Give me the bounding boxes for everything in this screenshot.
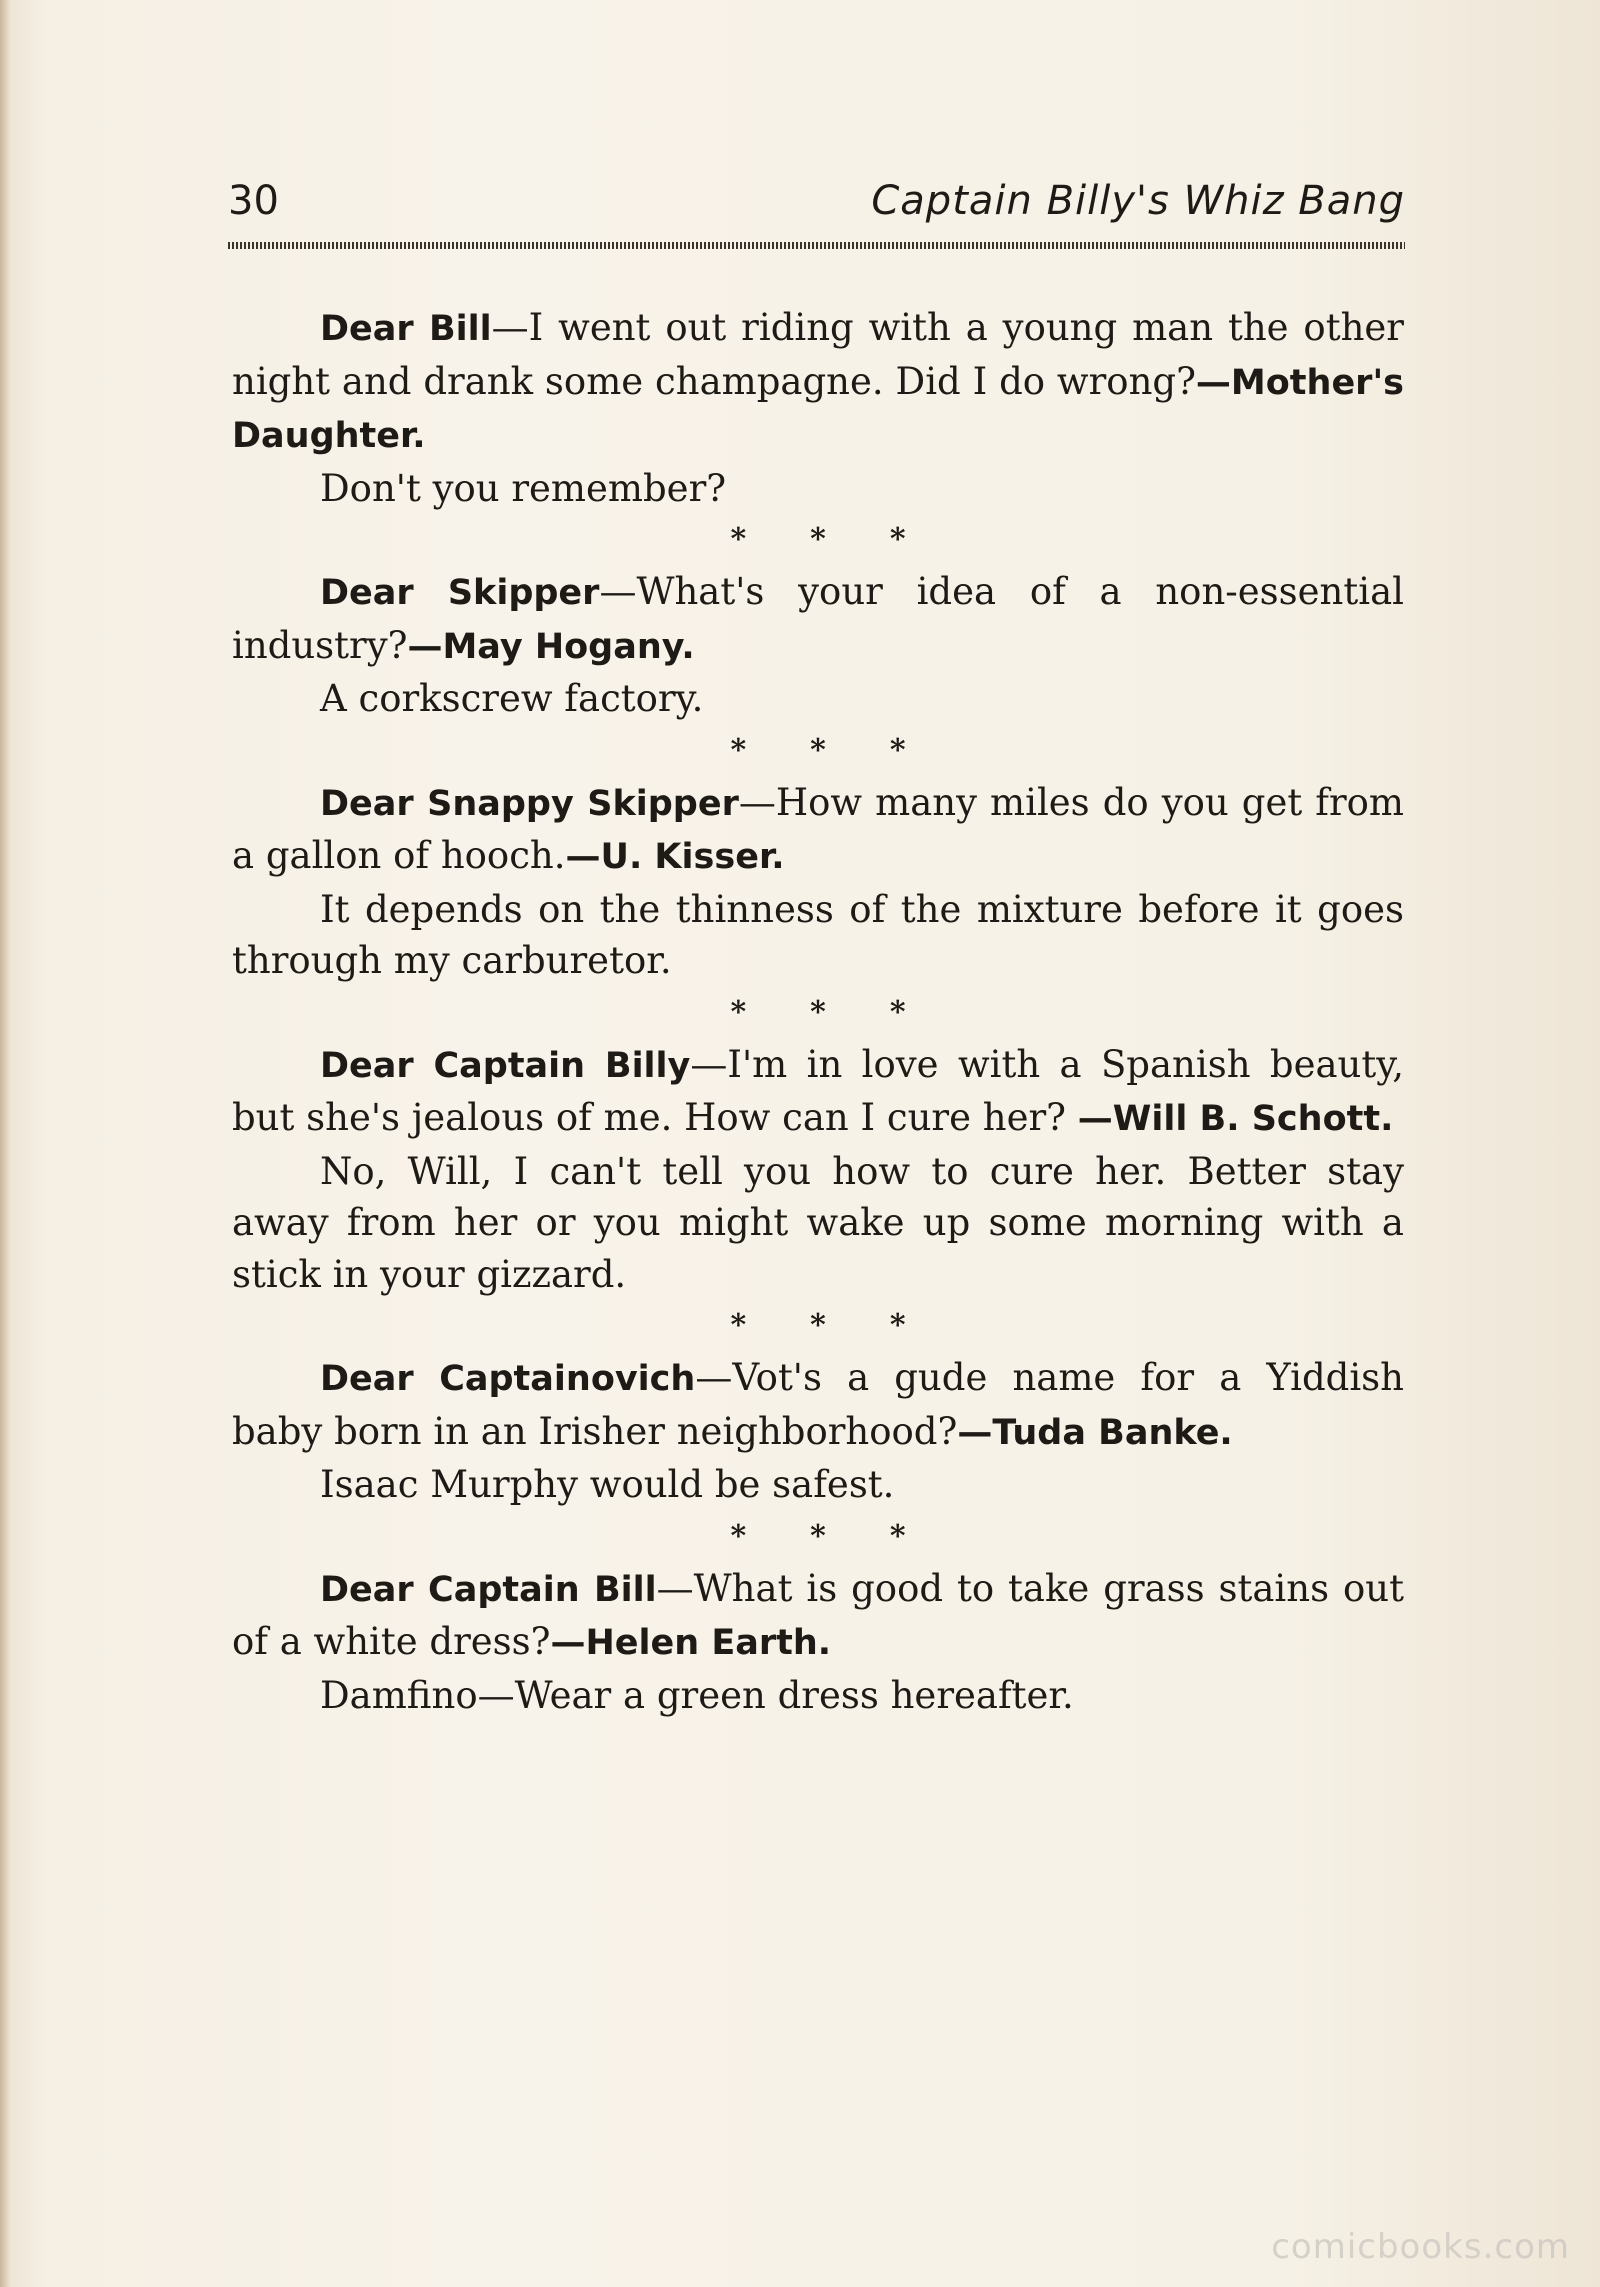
page-edge (0, 0, 10, 2287)
letter-question (232, 566, 1404, 673)
letter-answer: A corkscrew factory. (320, 677, 704, 720)
question-text: —Vot's a gude name for a Yiddish baby born in an Irisher neighborhood? (232, 1356, 1404, 1453)
separator: * * * (730, 732, 906, 768)
letter-question (232, 1563, 1404, 1670)
signature: —May Hogany. (407, 626, 695, 667)
letter-question (232, 1352, 1404, 1459)
signature: —U. Kisser. (565, 837, 785, 877)
separator: * * * (730, 994, 906, 1030)
salutation: Dear Captain Billy (320, 1045, 691, 1086)
running-title: Captain Billy's Whiz Bang (871, 178, 1405, 224)
separator: * * * (730, 1518, 906, 1554)
salutation: Dear Captain Bill (320, 1569, 657, 1610)
signature: —Will B. Schott. (1077, 1099, 1394, 1139)
letter-answer: Don't you remember? (320, 466, 727, 510)
question-text: —How many miles do you get from a gallon of hooch. (232, 780, 1404, 877)
separator: * * * (730, 1308, 906, 1343)
salutation: Dear Skipper (320, 573, 600, 613)
letter-entry (232, 302, 1404, 514)
salutation: Dear Snappy Skipper (320, 783, 739, 824)
salutation: Dear Bill (320, 309, 492, 349)
letter-entry (232, 1352, 1404, 1511)
letter-answer: Damfino—Wear a green dress hereafter. (320, 1673, 1074, 1717)
letter-entry (232, 1039, 1404, 1301)
question-text: —What's your idea of a non-essential industry? (232, 570, 1404, 667)
page-number: 30 (228, 178, 279, 224)
separator: * * * (730, 522, 906, 557)
watermark: comicbooks.com (1271, 2227, 1570, 2267)
signature: —Helen Earth. (550, 1623, 832, 1663)
letter-answer: No, Will, I can't tell you how to cure her. Better stay away from her or you might wake up some morning with a stick in your gizzard. (232, 1149, 1404, 1296)
question-text: —I'm in love with a Spanish beauty, but she's jealous of me. How can I cure her? (232, 1042, 1404, 1139)
letter-answer: It depends on the thinness of the mixture before it goes through my carburetor. (232, 887, 1404, 982)
question-text: —I went out riding with a young man the other night and drank some champagne. Did I do wrong? (232, 306, 1404, 403)
letter-entry (232, 566, 1404, 725)
letter-question (232, 302, 1404, 463)
signature: —Tuda Banke. (957, 1412, 1233, 1453)
question-text: —What is good to take grass stains out of a white dress? (232, 1566, 1404, 1663)
letter-question (232, 1039, 1404, 1146)
header-rule (228, 242, 1405, 249)
letter-entry (232, 1563, 1404, 1722)
page-header (228, 178, 1405, 238)
letter-entry (232, 777, 1404, 987)
letter-question (232, 777, 1404, 884)
letter-answer: Isaac Murphy would be safest. (320, 1463, 895, 1506)
page-content (232, 302, 1404, 1721)
signature: —Mother's Daughter. (232, 362, 1404, 456)
salutation: Dear Captainovich (320, 1359, 696, 1399)
